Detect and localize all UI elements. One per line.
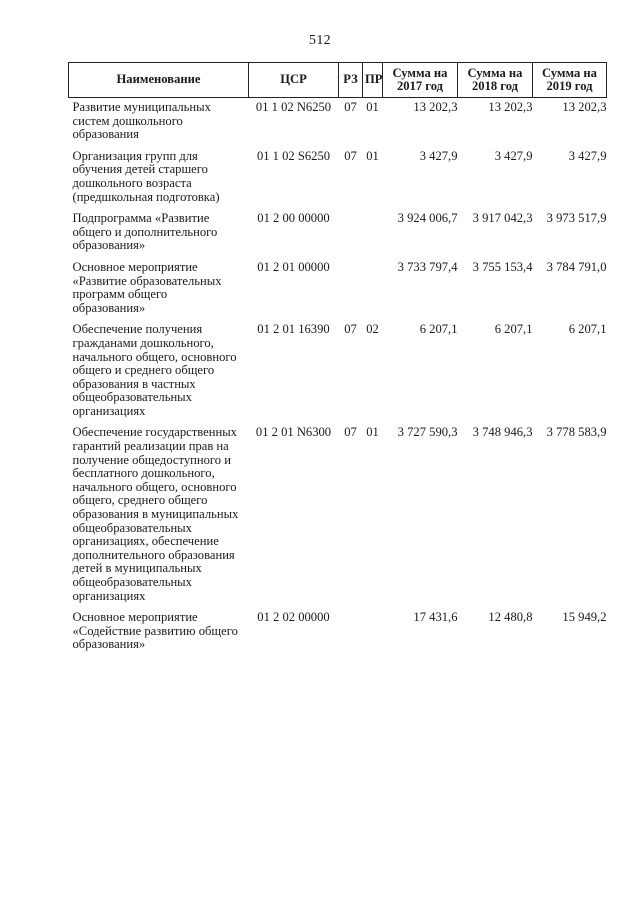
row-rz <box>339 212 363 261</box>
header-sum-2018: Сумма на 2018 год <box>458 63 533 98</box>
header-sum-2017: Сумма на 2017 год <box>383 63 458 98</box>
row-sum-2019: 13 202,3 <box>562 100 607 114</box>
row-sum-2017: 3 733 797,4 <box>397 259 458 274</box>
row-name: Обеспечение государственных гарантий реализации прав на получение общедоступного и бесплатного дошкольного, начального общего, основного общего, среднего общего образования в муниципальных общеобразовательных организациях, обеспечение дополнительного образования детей в муниципальных общеобразовательных организациях <box>72 425 239 603</box>
row-rz <box>339 261 363 323</box>
header-sum-2019: Сумма на 2019 год <box>533 63 607 98</box>
row-rz: 07 <box>344 425 357 440</box>
header-name: Наименование <box>69 63 249 98</box>
table-row <box>69 323 607 426</box>
row-csr: 01 2 01 00000 <box>257 259 330 274</box>
row-name: Подпрограмма «Развитие общего и дополнительного образования» <box>72 211 218 253</box>
row-rz: 07 <box>344 148 357 163</box>
row-sum-2018: 6 207,1 <box>494 322 533 337</box>
row-sum-2018: 3 755 153,4 <box>472 259 533 274</box>
row-pr: 01 <box>366 100 379 114</box>
table-header <box>69 63 607 98</box>
header-rz: РЗ <box>339 63 363 98</box>
row-sum-2019: 3 973 517,9 <box>546 211 607 226</box>
row-sum-2019: 3 784 791,0 <box>546 259 607 274</box>
row-rz <box>339 611 363 660</box>
page-number: 512 <box>309 33 331 48</box>
row-sum-2019: 3 427,9 <box>568 148 607 163</box>
table-row <box>69 150 607 212</box>
row-csr: 01 1 02 S6250 <box>256 148 331 163</box>
row-sum-2017: 13 202,3 <box>413 100 458 114</box>
row-name: Основное мероприятие «Развитие образовательных программ общего образования» <box>72 259 222 315</box>
table-body <box>69 98 607 660</box>
budget-table <box>68 62 607 660</box>
table-row <box>69 611 607 660</box>
row-sum-2017: 3 727 590,3 <box>397 425 458 440</box>
row-sum-2017: 6 207,1 <box>419 322 458 337</box>
row-name: Обеспечение получения гражданами дошкольного, начального общего, основного общего и среднего общего образования в частных общеобразовательных организациях <box>72 322 237 418</box>
row-sum-2019: 15 949,2 <box>562 610 607 625</box>
row-pr: 01 <box>366 425 379 440</box>
row-sum-2017: 3 427,9 <box>419 148 458 163</box>
row-csr: 01 2 02 00000 <box>257 610 330 625</box>
row-sum-2018: 3 427,9 <box>494 148 533 163</box>
row-sum-2019: 6 207,1 <box>568 322 607 337</box>
row-rz: 07 <box>344 322 357 337</box>
row-csr: 01 2 01 16390 <box>257 322 330 337</box>
row-csr: 01 2 00 00000 <box>257 211 330 226</box>
row-pr <box>363 611 383 660</box>
table-row <box>69 98 607 150</box>
row-sum-2018: 13 202,3 <box>488 100 533 114</box>
table-row <box>69 212 607 261</box>
row-pr: 02 <box>366 322 379 337</box>
row-csr: 01 1 02 N6250 <box>255 100 332 114</box>
header-csr: ЦСР <box>249 63 339 98</box>
row-pr <box>363 261 383 323</box>
header-pr: ПР <box>363 63 383 98</box>
row-sum-2017: 3 924 006,7 <box>397 211 458 226</box>
table-row <box>69 426 607 611</box>
row-name: Основное мероприятие «Содействие развитию общего образования» <box>72 610 238 652</box>
row-sum-2019: 3 778 583,9 <box>546 425 607 440</box>
row-sum-2018: 3 748 946,3 <box>472 425 533 440</box>
table-row <box>69 261 607 323</box>
row-sum-2017: 17 431,6 <box>413 610 458 625</box>
row-csr: 01 2 01 N6300 <box>255 425 332 440</box>
row-sum-2018: 3 917 042,3 <box>472 211 533 226</box>
row-name: Развитие муниципальных систем дошкольного образования <box>72 100 211 142</box>
header-row <box>69 63 607 98</box>
row-name: Организация групп для обучения детей старшего дошкольного возраста (предшкольная подготовка) <box>72 148 220 204</box>
row-pr <box>363 212 383 261</box>
row-rz: 07 <box>344 100 357 114</box>
row-pr: 01 <box>366 148 379 163</box>
row-sum-2018: 12 480,8 <box>488 610 533 625</box>
